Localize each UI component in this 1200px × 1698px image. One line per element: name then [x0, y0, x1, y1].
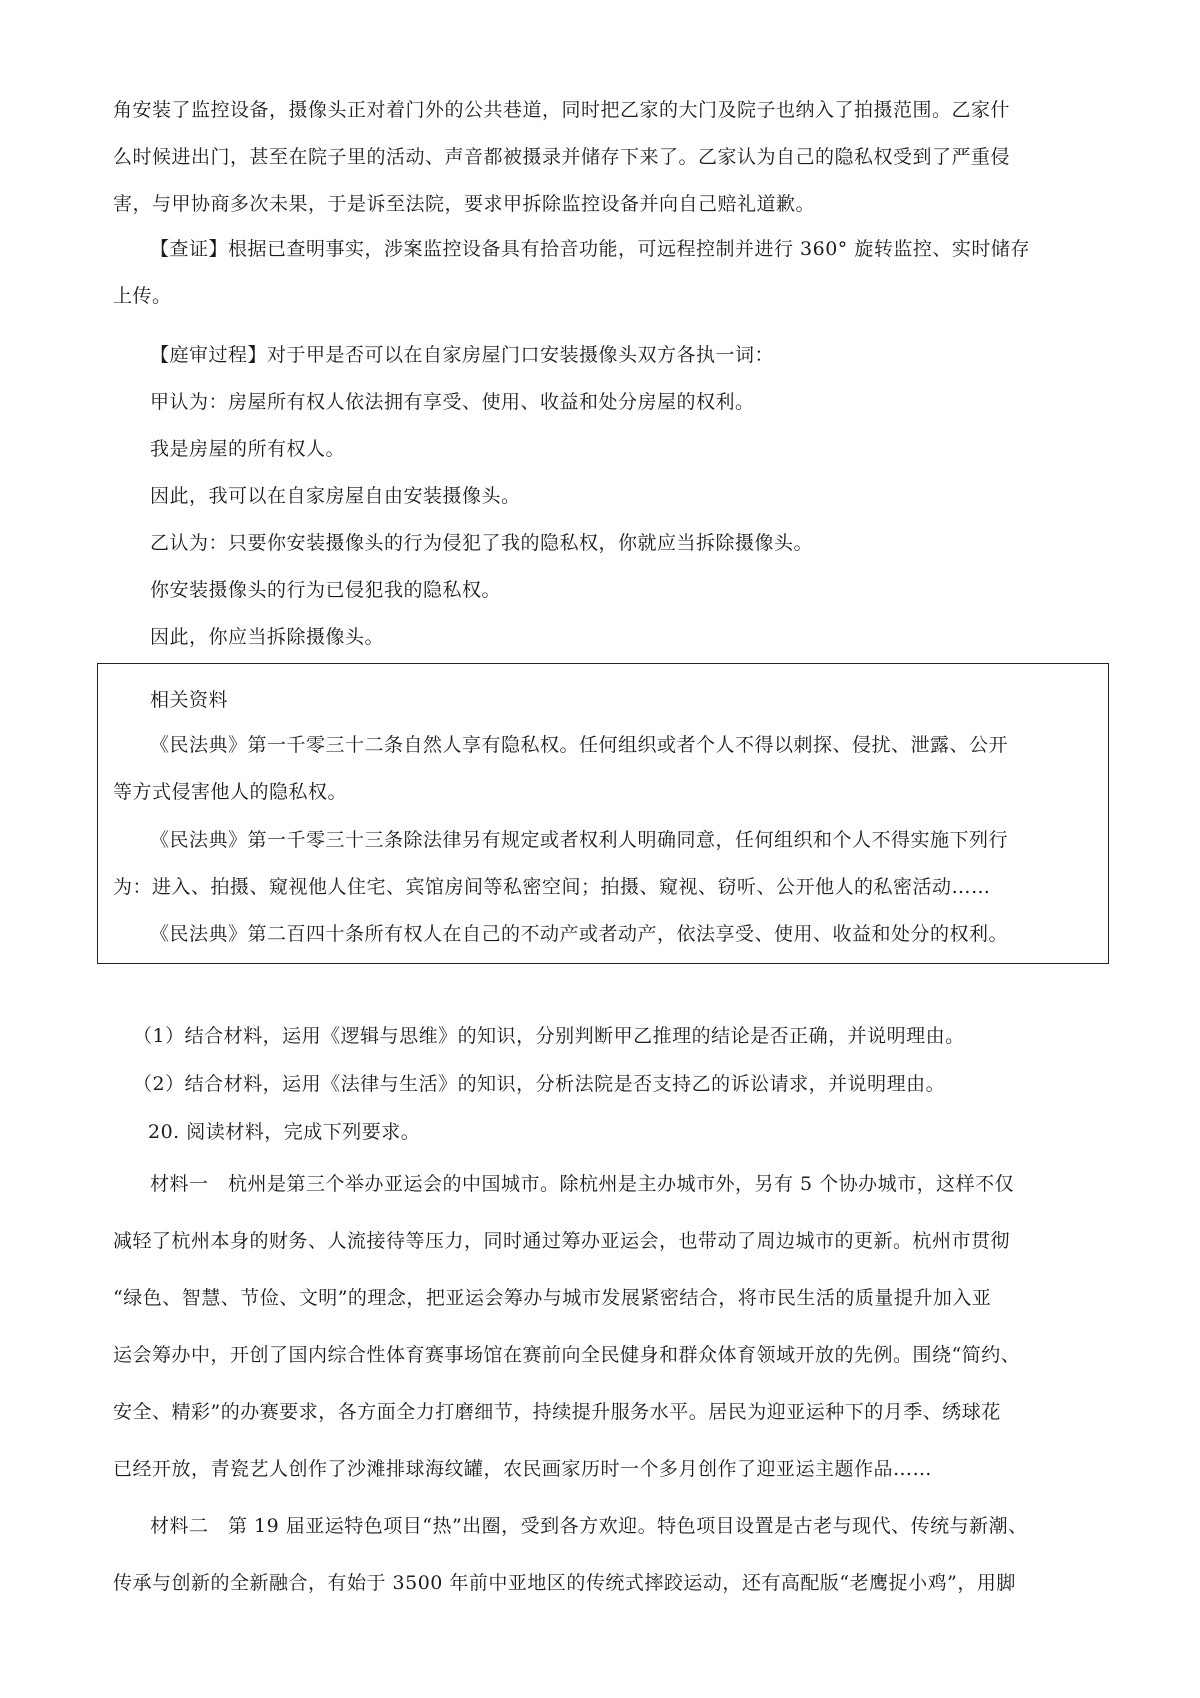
case-intro-line-1: 角安装了监控设备，摄像头正对着门外的公共巷道，同时把乙家的大门及院子也纳入了拍摄范围。乙家什	[113, 99, 1011, 121]
resources-line-3: 《民法典》第一千零三十三条除法律另有规定或者权利人明确同意，任何组织和个人不得实施下列行	[150, 829, 1009, 851]
evidence-line-1: 【查证】根据已查明事实，涉案监控设备具有拾音功能，可远程控制并进行 360° 旋转监控、实时储存	[150, 238, 1030, 260]
q20-title: 20. 阅读材料，完成下列要求。	[148, 1121, 421, 1143]
resources-line-4: 为：进入、拍摄、窥视他人住宅、宾馆房间等私密空间；拍摄、窥视、窃听、公开他人的私密活动……	[113, 876, 991, 898]
material1-line-5: 安全、精彩”的办赛要求，各方面全力打磨细节，持续提升服务水平。居民为迎亚运种下的月季、绣球花	[113, 1401, 1001, 1423]
material2-line-2: 传承与创新的全新融合，有始于 3500 年前中亚地区的传统式摔跤运动，还有高配版“老鹰捉小鸡”，用脚	[113, 1572, 1016, 1594]
material1-line-1: 材料一 杭州是第三个举办亚运会的中国城市。除杭州是主办城市外，另有 5 个协办城市，这样不仅	[150, 1173, 1015, 1195]
material1-line-3: “绿色、智慧、节俭、文明”的理念，把亚运会筹办与城市发展紧密结合，将市民生活的质量提升加入亚	[113, 1287, 992, 1309]
question-2: （2）结合材料，运用《法律与生活》的知识，分析法院是否支持乙的诉讼请求，并说明理由。	[133, 1073, 946, 1095]
evidence-line-2: 上传。	[113, 285, 172, 307]
resources-line-1: 《民法典》第一千零三十二条自然人享有隐私权。任何组织或者个人不得以刺探、侵扰、泄露、公开	[150, 734, 1009, 756]
resources-line-5: 《民法典》第二百四十条所有权人在自己的不动产或者动产，依法享受、使用、收益和处分的权利。	[150, 923, 1009, 945]
trial-line-7: 因此，你应当拆除摄像头。	[150, 626, 385, 648]
trial-line-1: 【庭审过程】对于甲是否可以在自家房屋门口安装摄像头双方各执一词：	[150, 344, 775, 366]
trial-line-3: 我是房屋的所有权人。	[150, 438, 346, 460]
material2-line-1: 材料二 第 19 届亚运特色项目“热”出圈，受到各方欢迎。特色项目设置是古老与现代、传统与新潮、	[150, 1515, 1028, 1537]
resources-heading: 相关资料	[150, 689, 229, 711]
trial-line-2: 甲认为：房屋所有权人依法拥有享受、使用、收益和处分房屋的权利。	[150, 391, 755, 413]
trial-line-6: 你安装摄像头的行为已侵犯我的隐私权。	[150, 579, 502, 601]
resources-box	[97, 663, 1109, 964]
question-1: （1）结合材料，运用《逻辑与思维》的知识，分别判断甲乙推理的结论是否正确，并说明理由。	[133, 1025, 965, 1047]
trial-line-5: 乙认为：只要你安装摄像头的行为侵犯了我的隐私权，你就应当拆除摄像头。	[150, 532, 814, 554]
material1-line-4: 运会筹办中，开创了国内综合性体育赛事场馆在赛前向全民健身和群众体育领域开放的先例。围绕“简约、	[113, 1344, 1021, 1366]
resources-line-2: 等方式侵害他人的隐私权。	[113, 781, 348, 803]
case-intro-line-3: 害，与甲协商多次未果，于是诉至法院，要求甲拆除监控设备并向自己赔礼道歉。	[113, 193, 816, 215]
case-intro-line-2: 么时候进出门，甚至在院子里的活动、声音都被摄录并储存下来了。乙家认为自己的隐私权受到了严重侵	[113, 146, 1011, 168]
material1-line-6: 已经开放，青瓷艺人创作了沙滩排球海纹罐，农民画家历时一个多月创作了迎亚运主题作品……	[113, 1458, 933, 1480]
trial-line-4: 因此，我可以在自家房屋自由安装摄像头。	[150, 485, 521, 507]
material1-line-2: 减轻了杭州本身的财务、人流接待等压力，同时通过筹办亚运会，也带动了周边城市的更新。杭州市贯彻	[113, 1230, 1011, 1252]
